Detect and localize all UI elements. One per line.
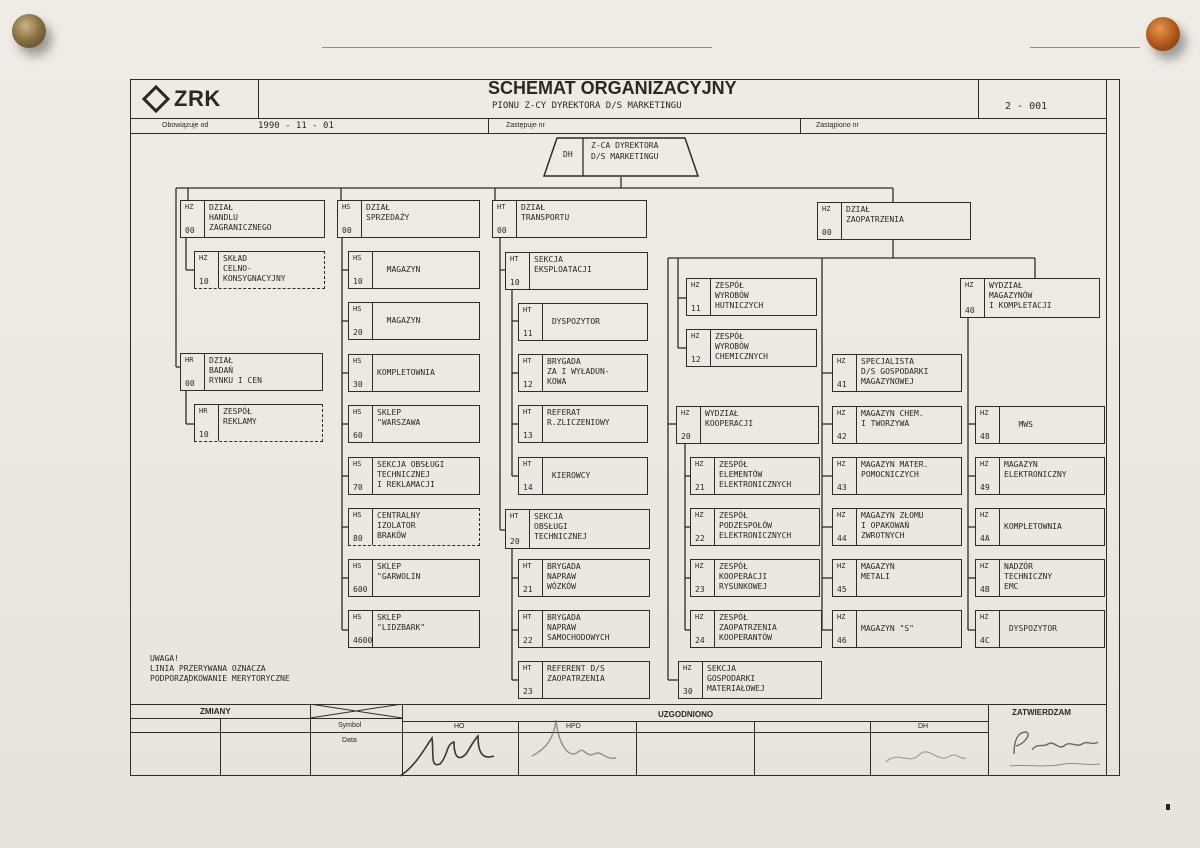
unit-number: 20 [681, 432, 691, 441]
unit-code: HZ [980, 409, 989, 417]
unit-name: MAGAZYN ZŁOMU I OPAKOWAŃ ZWROTNYCH [861, 511, 924, 540]
top-unit-code: DH [563, 150, 573, 159]
unit-name: MAGAZYN METALI [861, 562, 895, 581]
unit-code: HZ [980, 562, 989, 570]
unit-code: HS [342, 203, 351, 211]
unit-number: 00 [185, 379, 195, 388]
unit-number: 4C [980, 636, 990, 645]
unit-box-hs10 [348, 251, 480, 289]
unit-name: MAGAZYN "S" [861, 624, 914, 633]
unit-box-hz43 [832, 457, 962, 495]
unit-number: 12 [691, 355, 701, 364]
titleblock-divider [220, 718, 221, 776]
unit-box-hz49 [975, 457, 1105, 495]
unit-box-hz22 [690, 508, 820, 546]
unit-number: 4B [980, 585, 990, 594]
unit-number: 22 [695, 534, 705, 543]
titleblock-divider [636, 721, 637, 776]
unit-number: 22 [523, 636, 533, 645]
unit-number: 44 [837, 534, 847, 543]
unit-code: HT [523, 562, 532, 570]
unit-box-hz46 [832, 610, 962, 648]
unit-code: HZ [980, 511, 989, 519]
unit-name: DZIAŁ BADAŃ RYNKU I CEN [209, 356, 262, 385]
titleblock-divider [754, 721, 755, 776]
unit-code: HZ [980, 613, 989, 621]
replaced-by-label: Zastąpiono nr [816, 122, 859, 129]
unit-code: HS [353, 562, 362, 570]
unit-number: 41 [837, 380, 847, 389]
unit-name: ZESPÓŁ ELEMENTÓW ELEKTRONICZNYCH [719, 460, 792, 489]
unit-name: MAGAZYN [377, 265, 421, 274]
unit-box-hz42 [832, 406, 962, 444]
unit-name: DZIAŁ HANDLU ZAGRANICZNEGO [209, 203, 272, 232]
unit-box-ht13 [518, 405, 648, 443]
unit-number: 23 [523, 687, 533, 696]
replaces-label: Zastępuje nr [506, 122, 545, 129]
unit-code: HT [523, 460, 532, 468]
document-number: 2 - 001 [1005, 101, 1048, 112]
unit-number: 00 [822, 228, 832, 237]
unit-code: HZ [837, 562, 846, 570]
unit-box-hr00 [180, 353, 323, 391]
agreed-label: UZGODNIONO [658, 710, 714, 719]
titleblock-divider [518, 721, 519, 776]
unit-number: 48 [980, 432, 990, 441]
unit-code: HS [353, 613, 362, 621]
unit-name: SPECJALISTA D/S GOSPODARKI MAGAZYNOWEJ [861, 357, 929, 386]
unit-code: HZ [681, 409, 690, 417]
signature-approve [1004, 722, 1104, 772]
unit-box-hs70 [348, 457, 480, 495]
unit-number: 14 [523, 483, 533, 492]
unit-box-hs30 [348, 354, 480, 392]
approve-label: ZATWIERDZAM [1012, 708, 1071, 717]
changes-label: ZMIANY [200, 707, 231, 716]
unit-box-hz48 [975, 406, 1105, 444]
date-label: Data [342, 737, 357, 744]
unit-box-hz10 [194, 251, 325, 289]
valid-from-value: 1990 - 11 - 01 [258, 121, 334, 131]
unit-code: HZ [691, 332, 700, 340]
symbol-label: Symbol [338, 722, 362, 729]
unit-name: KIEROWCY [547, 471, 591, 480]
unit-number: 10 [353, 277, 363, 286]
unit-box-hs60 [348, 405, 480, 443]
unit-number: 30 [353, 380, 363, 389]
unit-number: 23 [695, 585, 705, 594]
unit-name: SKŁAD CELNO- KONSYGNACYJNY [223, 254, 286, 283]
unit-box-hz11 [686, 278, 817, 316]
unit-number: 12 [523, 380, 533, 389]
unit-box-hz4b [975, 559, 1105, 597]
unit-number: 13 [523, 431, 533, 440]
unit-box-hs-garwolin [348, 559, 480, 597]
unit-code: HZ [980, 460, 989, 468]
unit-name: SEKCJA GOSPODARKI MATERIAŁOWEJ [707, 664, 765, 693]
unit-name: DZIAŁ ZAOPATRZENIA [846, 205, 904, 224]
titleblock-divider [870, 721, 871, 776]
unit-box-hz41 [832, 354, 962, 392]
unit-number: 600 [353, 585, 368, 594]
unit-code: HS [353, 511, 362, 519]
titleblock-rule [402, 721, 988, 722]
unit-box-hz24 [690, 610, 822, 648]
unit-number: 10 [199, 430, 209, 439]
unit-name: ZESPÓŁ WYROBÓW HUTNICZYCH [715, 281, 764, 310]
unit-name: CENTRALNY IZOLATOR BRAKÓW [377, 511, 421, 540]
unit-number: 70 [353, 483, 363, 492]
unit-name: MAGAZYN MATER. POMOCNICZYCH [861, 460, 929, 479]
unit-code: HZ [695, 562, 704, 570]
unit-name: REFERAT R.ZLICZENIOWY [547, 408, 610, 427]
unit-number: 4600 [353, 636, 373, 645]
unit-name: SEKCJA OBSŁUGI TECHNICZNEJ I REKLAMACJI [377, 460, 445, 489]
unit-number: 20 [353, 328, 363, 337]
unit-number: 60 [353, 431, 363, 440]
unit-name: MAGAZYN ELEKTRONICZNY [1004, 460, 1067, 479]
unit-code: HZ [695, 460, 704, 468]
unit-code: HZ [695, 613, 704, 621]
titleblock-cross [310, 704, 402, 718]
unit-code: HT [523, 306, 532, 314]
unit-name: DZIAŁ TRANSPORTU [521, 203, 570, 222]
unit-code: HZ [965, 281, 974, 289]
unit-code: HZ [691, 281, 700, 289]
top-unit-name: Z-CA DYREKTORA D/S MARKETINGU [591, 141, 659, 161]
unit-box-hz4c [975, 610, 1105, 648]
page-subtitle: PIONU Z-CY DYREKTORA D/S MARKETINGU [492, 101, 682, 111]
unit-name: WYDZIAŁ MAGAZYNÓW I KOMPLETACJI [989, 281, 1052, 310]
unit-name: MAGAZYN [377, 316, 421, 325]
titleblock-rule [130, 704, 1106, 705]
unit-box-hs80 [348, 508, 480, 546]
unit-number: 00 [342, 226, 352, 235]
unit-number: 42 [837, 432, 847, 441]
unit-name: SKLEP "WARSZAWA [377, 408, 421, 427]
unit-box-hz23 [690, 559, 820, 597]
unit-code: HZ [822, 205, 831, 213]
unit-name: BRYGADA NAPRAW SAMOCHODOWYCH [547, 613, 610, 642]
unit-name: DZIAŁ SPRZEDAŻY [366, 203, 410, 222]
unit-name: DYSPOZYTOR [547, 317, 600, 326]
unit-code: HT [510, 255, 519, 263]
unit-code: HT [523, 613, 532, 621]
unit-code: HZ [837, 613, 846, 621]
paper-mark [1166, 804, 1170, 810]
unit-name: ZESPÓŁ WYROBÓW CHEMICZNYCH [715, 332, 768, 361]
unit-name: WYDZIAŁ KOOPERACJI [705, 409, 754, 428]
unit-code: HS [353, 254, 362, 262]
unit-number: 11 [691, 304, 701, 313]
unit-box-ht12 [518, 354, 648, 392]
unit-number: 00 [185, 226, 195, 235]
unit-code: HZ [837, 460, 846, 468]
unit-name: MAGAZYN CHEM. I TWORZYWA [861, 409, 924, 428]
unit-name: BRYGADA ZA I WYŁADUN- KOWA [547, 357, 610, 386]
unit-code: HT [523, 357, 532, 365]
unit-number: 49 [980, 483, 990, 492]
unit-box-hz12 [686, 329, 817, 367]
unit-code: HS [353, 408, 362, 416]
unit-box-hz40 [960, 278, 1100, 318]
unit-box-hz4a [975, 508, 1105, 546]
unit-code: HT [523, 664, 532, 672]
unit-name: ZESPÓŁ ZAOPATRZENIA KOOPERANTÓW [719, 613, 777, 642]
col-ho-label: HO [454, 723, 465, 730]
unit-box-hz30 [678, 661, 822, 699]
unit-number: 43 [837, 483, 847, 492]
unit-number: 30 [683, 687, 693, 696]
titleblock-rule [130, 718, 402, 719]
unit-number: 21 [523, 585, 533, 594]
unit-number: 10 [510, 278, 520, 287]
unit-code: HZ [695, 511, 704, 519]
unit-name: NADZÓR TECHNICZNY EMC [1004, 562, 1053, 591]
unit-number: 21 [695, 483, 705, 492]
unit-box-hz00-zaopatrzenia [817, 202, 971, 240]
unit-code: HT [510, 512, 519, 520]
unit-name: DYSPOZYTOR [1004, 624, 1057, 633]
unit-code: HS [353, 460, 362, 468]
page-title: SCHEMAT ORGANIZACYJNY [488, 78, 737, 98]
unit-code: HZ [837, 409, 846, 417]
unit-number: 20 [510, 537, 520, 546]
unit-box-hz44 [832, 508, 962, 546]
unit-box-ht11 [518, 303, 648, 341]
unit-box-hz21 [690, 457, 820, 495]
col-hpd-label: HPD [566, 723, 581, 730]
unit-number: 00 [497, 226, 507, 235]
unit-number: 24 [695, 636, 705, 645]
unit-box-hs20 [348, 302, 480, 340]
signature-ho [396, 726, 506, 782]
unit-code: HZ [185, 203, 194, 211]
unit-box-hz20 [676, 406, 819, 444]
valid-from-label: Obowiązuje od [162, 122, 209, 129]
unit-box-hs00 [337, 200, 480, 238]
unit-box-ht20 [505, 509, 650, 549]
unit-box-ht14 [518, 457, 648, 495]
unit-name: ZESPÓŁ KOOPERACJI RYSUNKOWEJ [719, 562, 768, 591]
logo-text: ZRK [174, 86, 221, 111]
unit-box-ht21 [518, 559, 650, 597]
unit-name: BRYGADA NAPRAW WÓZKÓW [547, 562, 581, 591]
unit-name: REFERENT D/S ZAOPATRZENIA [547, 664, 605, 683]
titleblock-divider [988, 704, 989, 776]
col-dh-label: DH [918, 723, 929, 730]
unit-name: ZESPÓŁ REKLAMY [223, 407, 257, 426]
unit-box-ht22 [518, 610, 650, 648]
unit-name: MWS [1004, 420, 1033, 429]
unit-code: HZ [683, 664, 692, 672]
signature-dh [880, 742, 970, 772]
unit-name: SEKCJA EKSPLOATACJI [534, 255, 592, 274]
unit-number: 4A [980, 534, 990, 543]
unit-number: 10 [199, 277, 209, 286]
unit-code: HR [185, 356, 194, 364]
unit-code: HZ [199, 254, 208, 262]
unit-code: HZ [837, 511, 846, 519]
unit-code: HR [199, 407, 208, 415]
unit-number: 80 [353, 534, 363, 543]
unit-name: KOMPLETOWNIA [1004, 522, 1062, 531]
unit-box-ht23 [518, 661, 650, 699]
unit-name: SEKCJA OBSŁUGI TECHNICZNEJ [534, 512, 587, 541]
unit-name: SKLEP "LIDZBARK" [377, 613, 426, 632]
signature-hpd [524, 712, 624, 774]
unit-number: 45 [837, 585, 847, 594]
unit-name: SKLEP "GARWOLIN [377, 562, 421, 581]
unit-box-hr10 [194, 404, 323, 442]
unit-box-hz45 [832, 559, 962, 597]
unit-number: 40 [965, 306, 975, 315]
unit-code: HT [523, 408, 532, 416]
unit-box-ht00 [492, 200, 647, 238]
unit-box-ht10 [505, 252, 648, 290]
legend-note: UWAGA! LINIA PRZERYWANA OZNACZA PODPORZĄDKOWANIE MERYTORYCZNE [150, 654, 290, 683]
unit-code: HT [497, 203, 506, 211]
unit-number: 46 [837, 636, 847, 645]
unit-name: KOMPLETOWNIA [377, 368, 435, 377]
unit-name: ZESPÓŁ PODZESPOŁÓW ELEKTRONICZNYCH [719, 511, 792, 540]
unit-box-hz00 [180, 200, 325, 238]
unit-code: HZ [837, 357, 846, 365]
unit-box-hs-lidzbark [348, 610, 480, 648]
unit-number: 11 [523, 329, 533, 338]
unit-code: HS [353, 305, 362, 313]
unit-code: HS [353, 357, 362, 365]
